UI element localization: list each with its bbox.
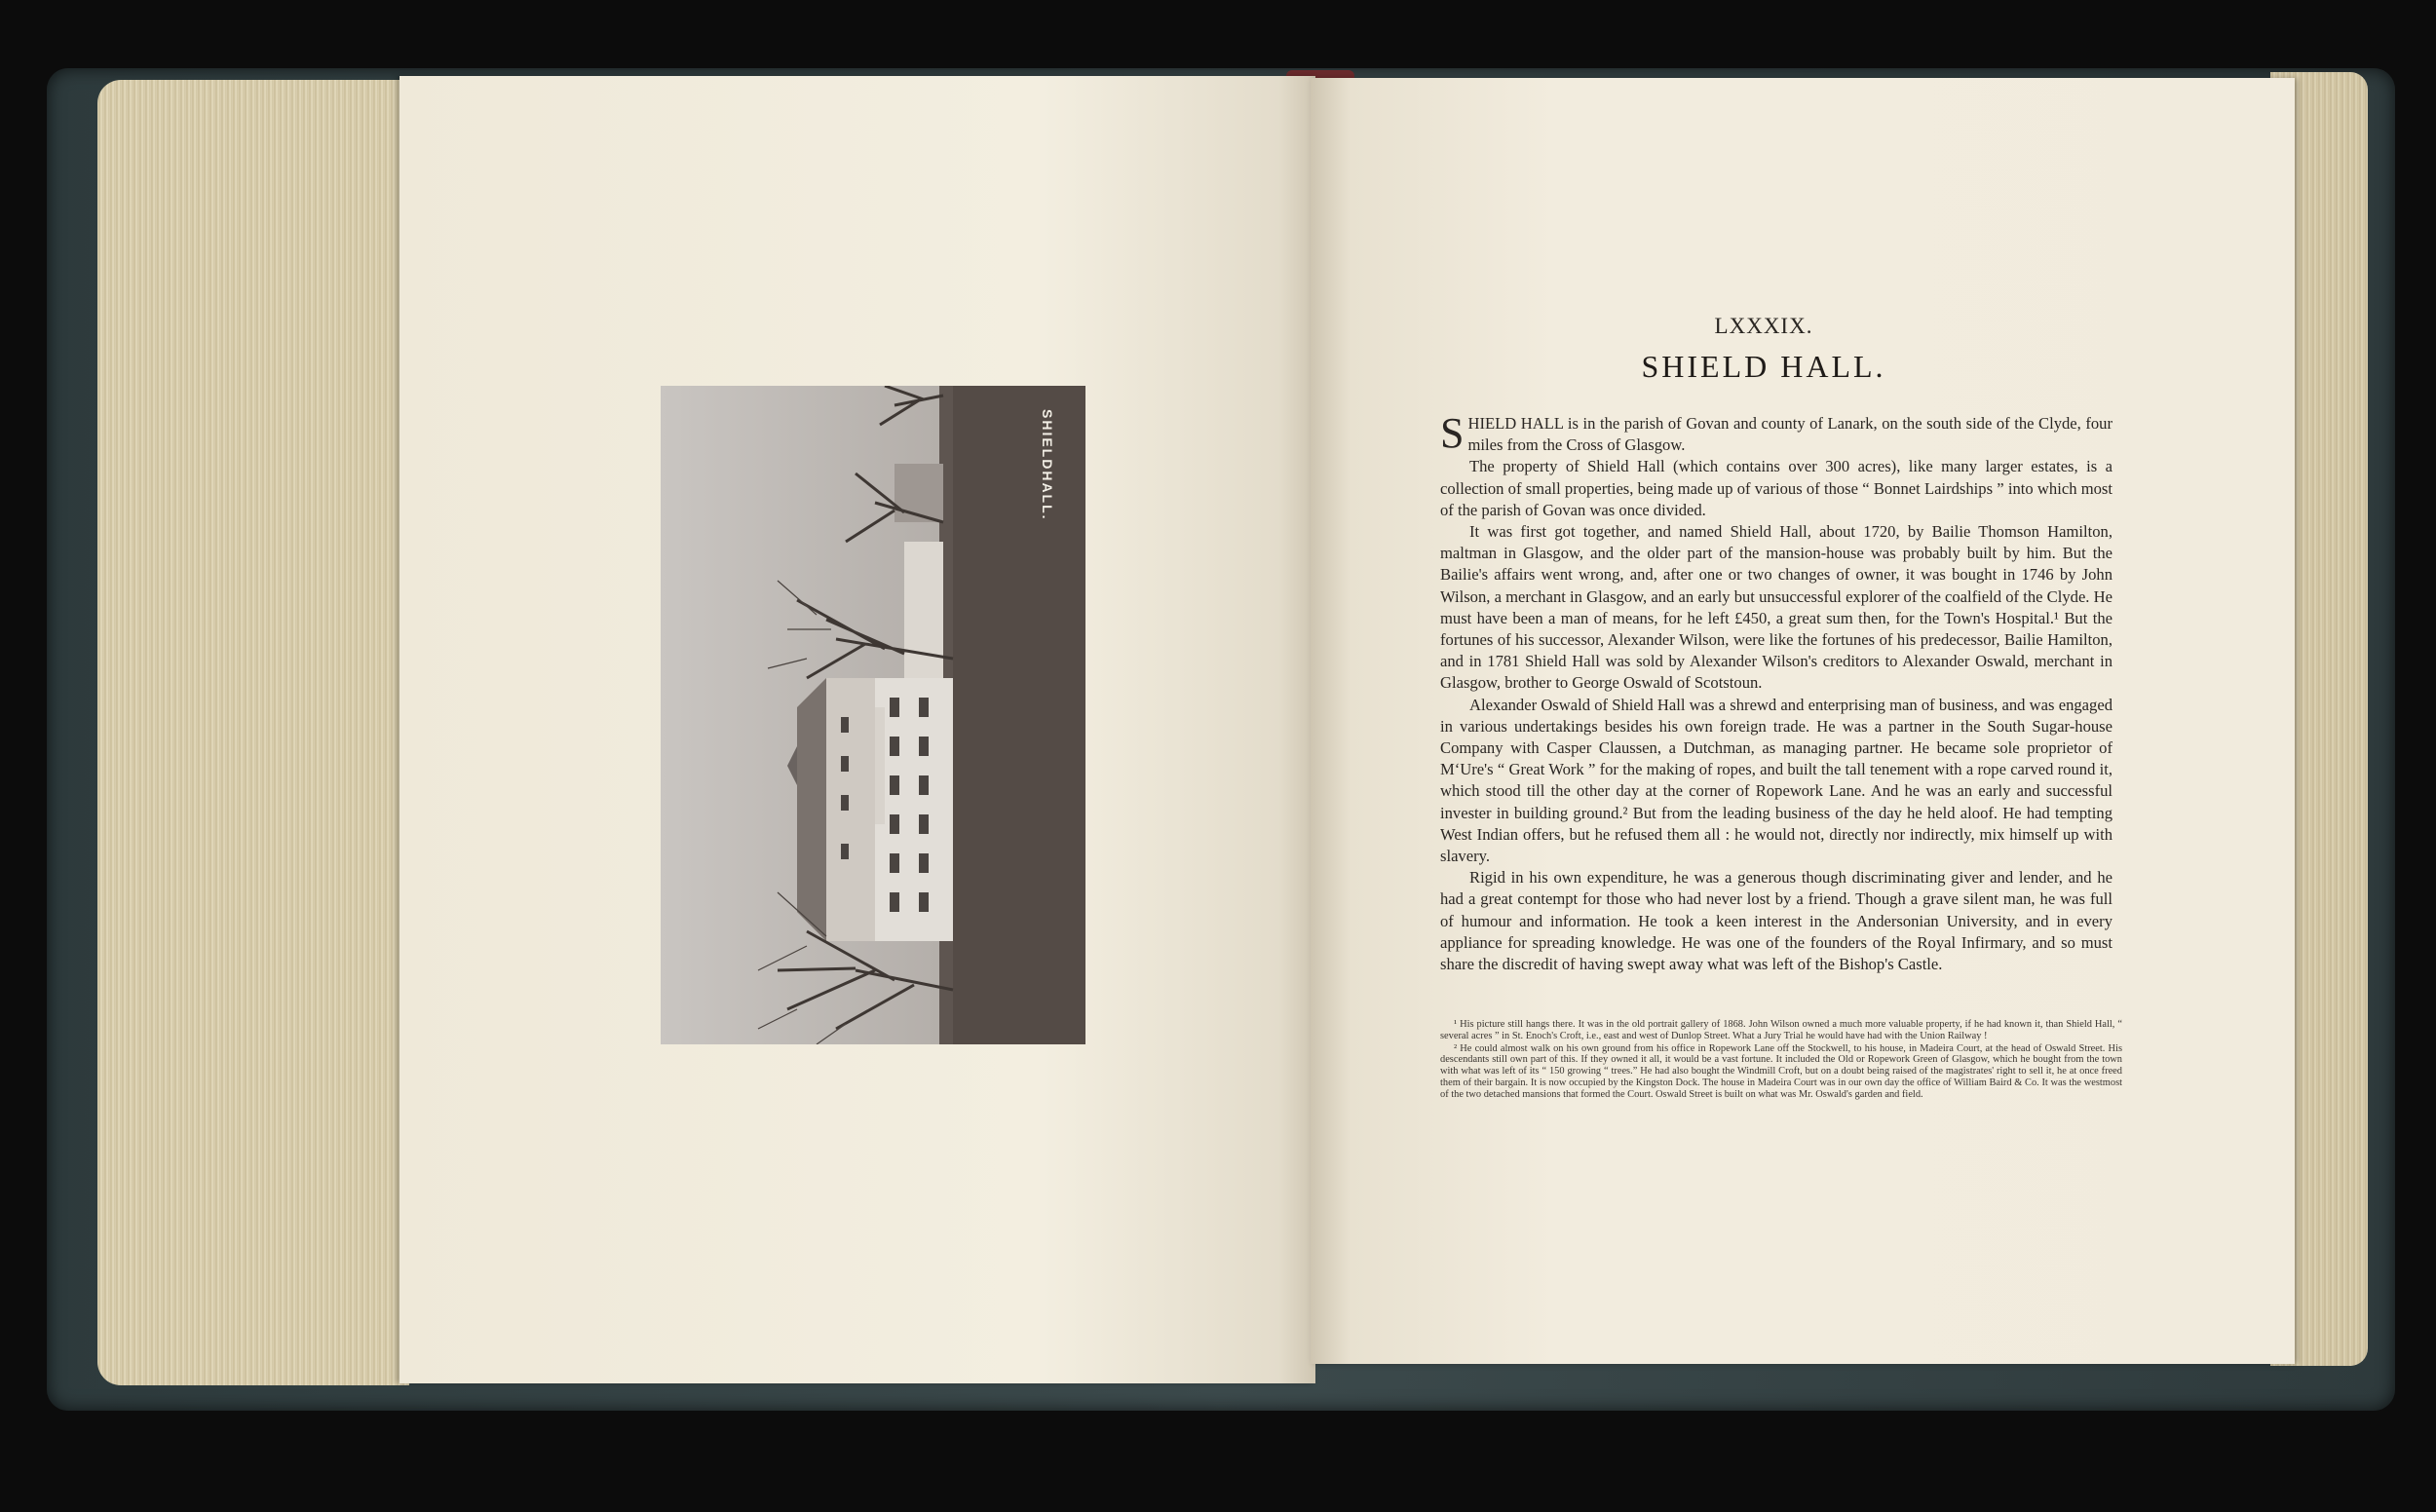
photograph-image [661,386,1085,1044]
paragraph-2: The property of Shield Hall (which contains over 300 acres), like many larger estates, is a collection of small properties, being made up of various of those “ Bonnet Lairdships ” into which most of the parish of Govan was once divided. [1440,457,2112,519]
left-page-stack [97,80,409,1385]
chapter-title: SHIELD HALL. [1641,349,1886,384]
footnote-2: ² He could almost walk on his own ground from his office in Ropework Lane off the Stockwell, to his house, in Madeira Court, at the head of Oswald Street. His descendants still own part of this. If they owned it all, it would be a vast fortune. It included the Old or Ropework Green of Glasgow, which he bought from the town with what was left of its “ 150 growing “ trees.” He had also bought the Windmill Croft, but on a doubt being raised of the magistrates' right to sell it, he at once freed them of their bargain. It is now occupied by the Kingston Dock. The house in Madeira Court was in our own day the office of William Baird & Co. It was the westmost of the two detached mansions that formed the Court. Oswald Street is built on what was Mr. Oswald's garden and field. [1440,1042,2122,1100]
shield-hall-photograph [661,386,1085,1044]
body-text [1440,409,2112,975]
photo-caption: SHIELDHALL. [1040,409,1055,521]
paragraph-1 [1440,409,2112,457]
paragraph-5: Rigid in his own expenditure, he was a generous though discriminating giver and lender, and he had a great contempt for those who had never lost by a friend. Though a grave silent man, he was full of humour and information. He took a keen interest in the Andersonian University, and in every appliance for spreading knowledge. He was one of the founders of the Royal Infirmary, and so must share the discredit of having swept away what was left of the Bishop's Castle. [1440,868,2112,974]
paragraph-3: It was first got together, and named Shield Hall, about 1720, by Bailie Thomson Hamilton, maltman in Glasgow, and the older part of the mansion-house was probably built by him. But the Bailie's affairs went wrong, and, after one or two changes of owner, it was bought in 1746 by John Wilson, a merchant in Glasgow, and an early but unsuccessful explorer of the coalfield of the Clyde. He must have been a man of means, for he left £450, a great sum then, for the Town's Hospital.¹ But the fortunes of his successor, Alexander Wilson, were like the fortunes of his predecessor, Bailie Hamilton, and in 1781 Shield Hall was sold by Alexander Wilson's creditors to Alexander Oswald, merchant in Glasgow, brother to George Oswald of Scotstoun. [1440,522,2112,693]
footnote-1: ¹ His picture still hangs there. It was in the old portrait gallery of 1868. John Wilson owned a much more valuable property, if he had known it, than Shield Hall, “ several acres ” in St. Enoch's Croft, i.e., east and west of Dunlop Street. What a Jury Trial he would have had with the Union Railway ! [1440,1019,2122,1041]
footnotes [1440,1019,2122,1101]
paragraph-4: Alexander Oswald of Shield Hall was a shrewd and enterprising man of business, and was engaged in various undertakings besides his own foreign trade. He was a partner in the South Sugar-house Company with Casper Claussen, a Dutchman, as managing partner. He became sole proprietor of M‘Ure's “ Great Work ” for the making of ropes, and built the tall tenement with a rope carved round it, which stood till the other day at the corner of Ropework Lane. And he was an early and successful invester in building ground.² But from the leading business of the day he held aloof. He had tempting West Indian offers, but he refused them all : he would not, directly nor indirectly, mix himself up with slavery. [1440,695,2112,866]
drop-cap: S [1440,409,1465,457]
paragraph-1-text: HIELD HALL is in the parish of Govan and county of Lanark, on the south side of the Clyde, four miles from the Cross of Glasgow. [1467,414,2112,455]
chapter-number: LXXXIX. [1714,314,1813,338]
